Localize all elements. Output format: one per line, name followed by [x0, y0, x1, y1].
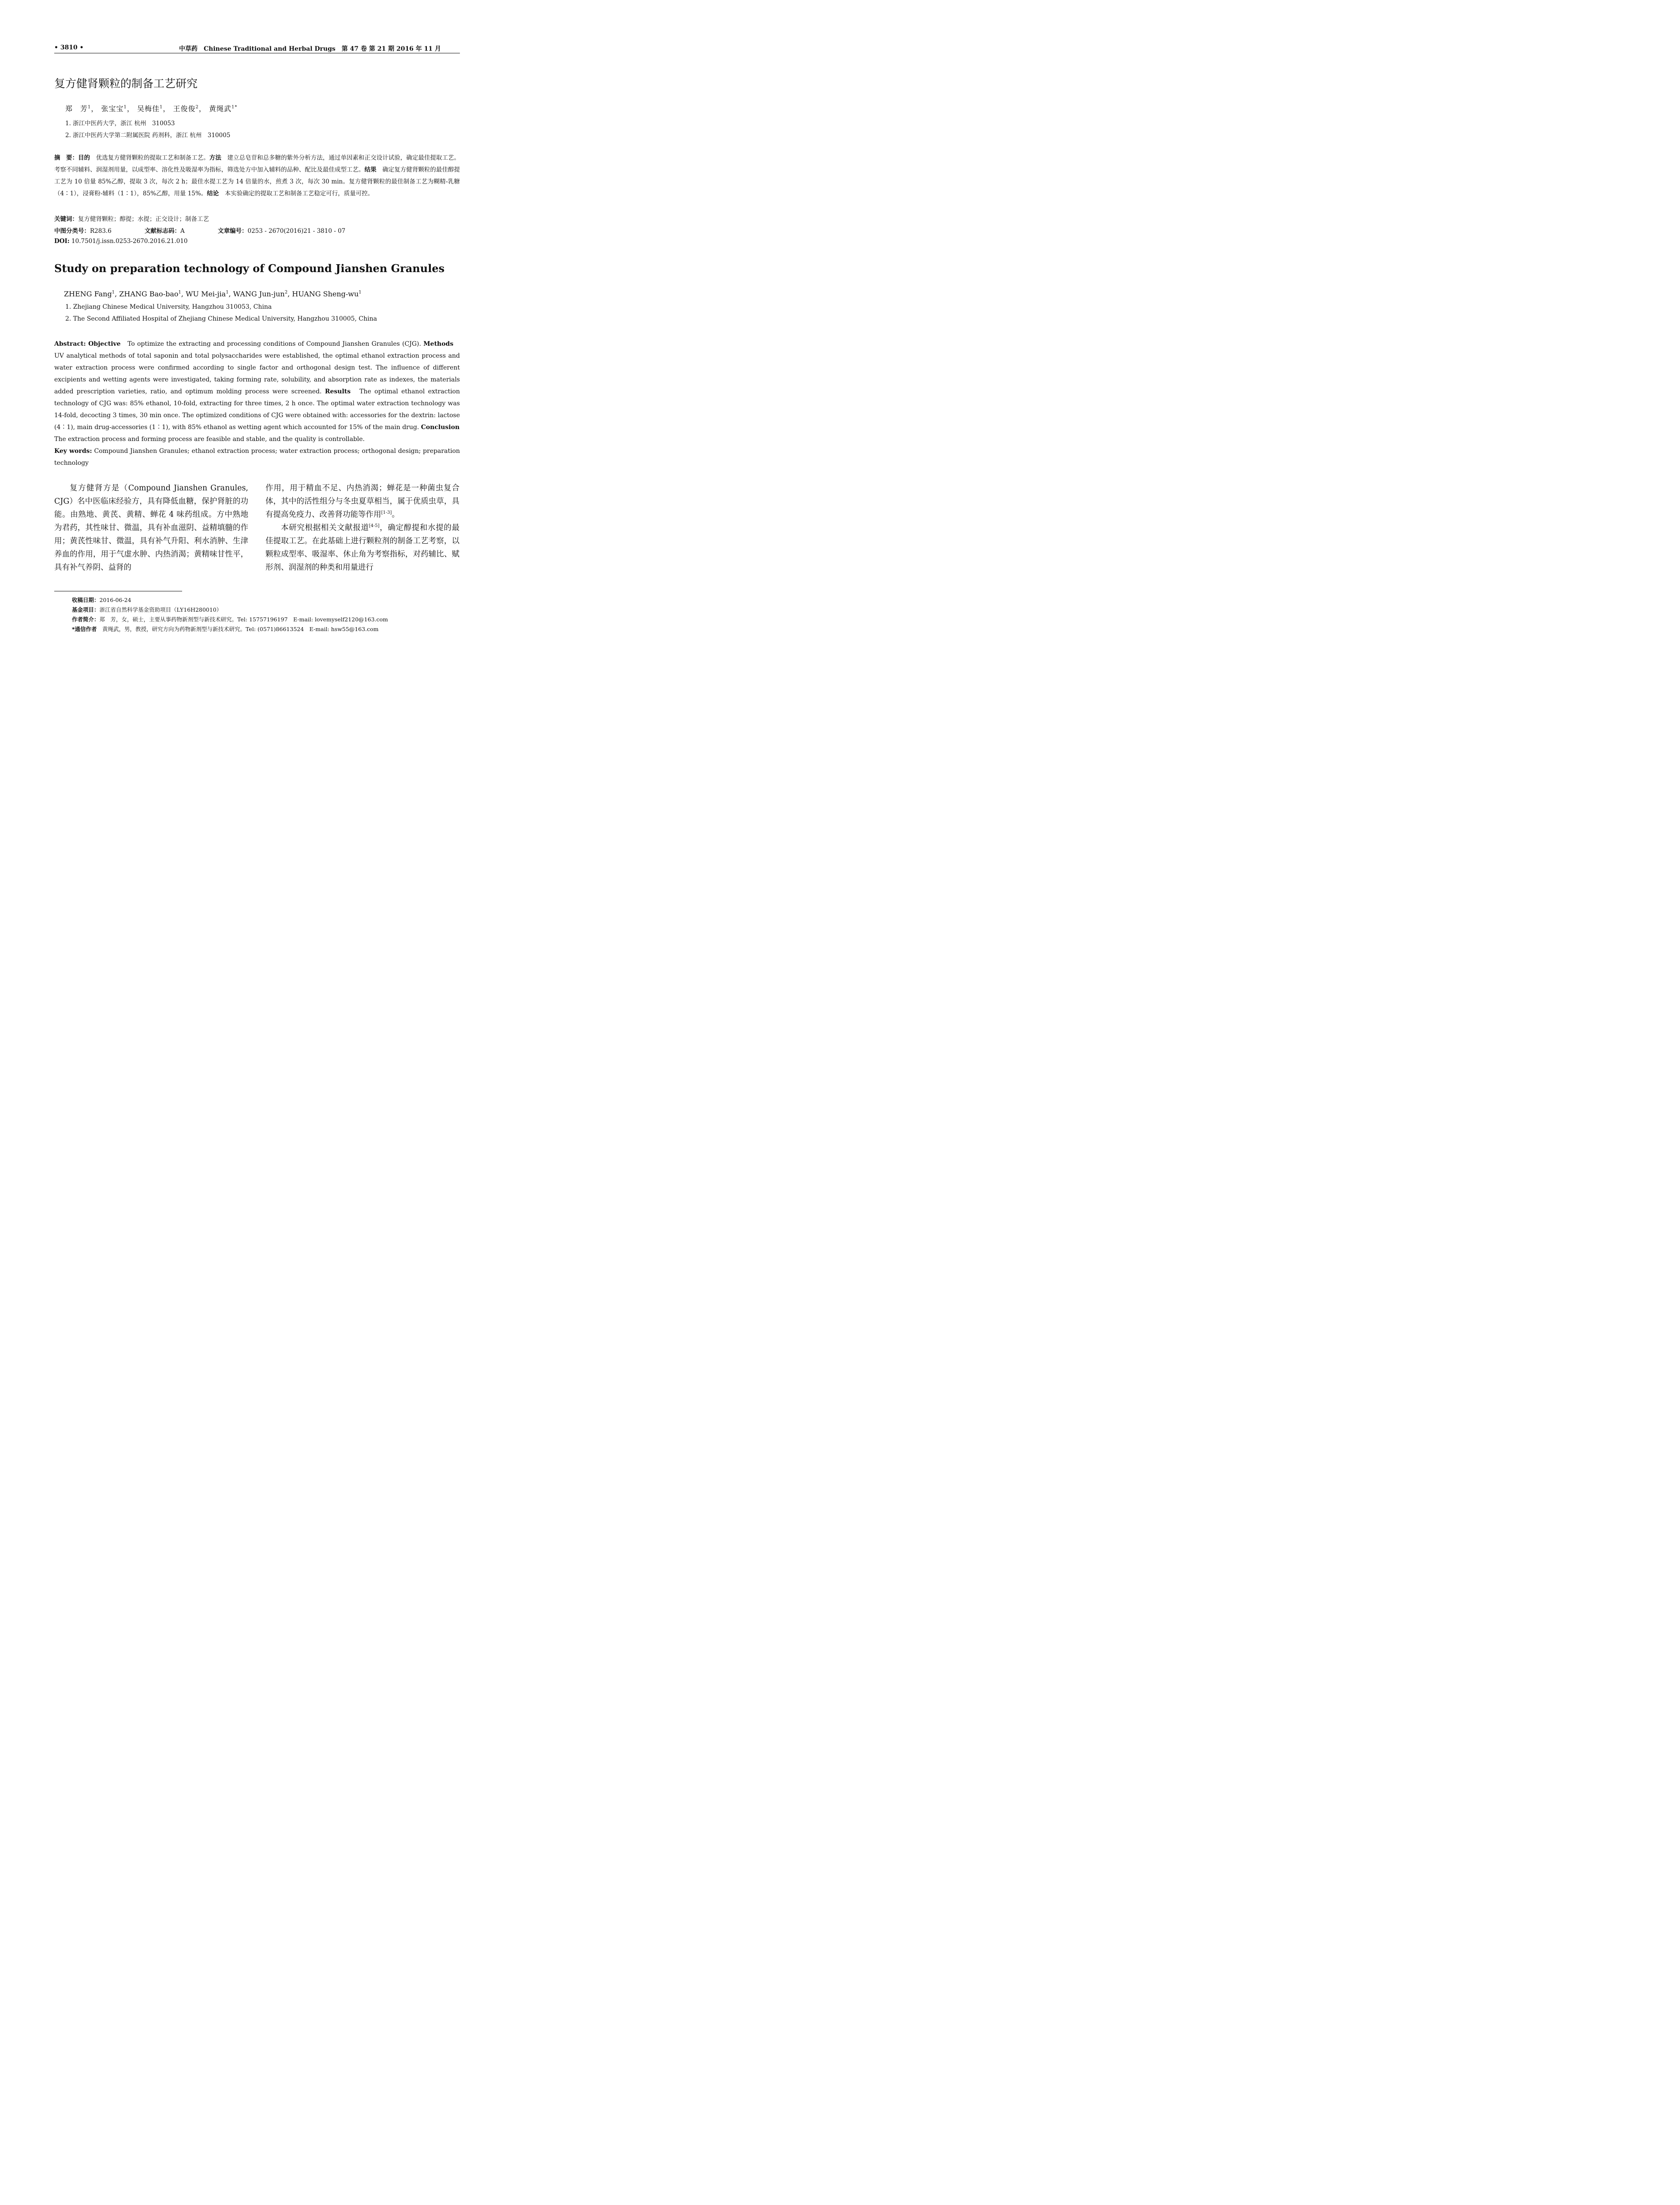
methods-text: UV analytical methods of total saponin and total polysaccharides were established, the optimal ethanol extraction process and water extraction process were confirmed according to single factor and orthogonal design test. The influence of different excipients and wetting agents were investigated, taking forming rate, solubility, and absorption rate as indexes, the materials added prescription varieties, ratio, and optimum molding process were screened. [54, 340, 460, 395]
author-info-value: 郑 芳，女，硕士，主要从事药物新剂型与新技术研究。Tel: 15757196197 E-mail: lovemyself2120@163.com [99, 616, 388, 623]
paragraph-text: 。 [392, 510, 399, 519]
author-name: WANG Jun-jun [233, 290, 285, 298]
author-name: HUANG Sheng-wu [292, 290, 359, 298]
received-value: 2016-06-24 [99, 597, 131, 603]
body-left-column [54, 482, 248, 574]
keywords-text: 复方健肾颗粒；醇提；水提；正交设计；制备工艺 [78, 216, 209, 223]
english-affiliation-2: 2. The Second Affiliated Hospital of Zhejiang Chinese Medical University, Hangzhou 310005, China [65, 315, 377, 322]
citation-ref: [4-5] [369, 523, 380, 529]
objective-label: 目的 [78, 154, 90, 161]
author-name: 王俊俊 [173, 105, 196, 113]
footnote-fund [72, 605, 222, 613]
author-separator: ， [198, 105, 206, 113]
footnote-author [72, 615, 388, 623]
chinese-authors [65, 103, 237, 113]
citation-ref: [1-3] [381, 510, 392, 516]
author-name: 郑 芳 [65, 105, 88, 113]
author-separator: ， [163, 105, 171, 113]
english-affiliation-1: 1. Zhejiang Chinese Medical University, Hangzhou 310053, China [65, 303, 272, 310]
author-affiliation-mark: 1 [160, 105, 163, 110]
chinese-abstract [54, 152, 460, 200]
doi-label: DOI: [54, 238, 70, 245]
author-affiliation-mark: 2 [195, 105, 199, 110]
results-text: 确定复方健肾颗粒的最佳醇提工艺为 10 倍量 85%乙醇，提取 3 次，每次 2 h；最佳水提工艺为 14 倍量的水，煎煮 3 次，每次 30 min。复方健肾颗粒的最佳制备工艺为糊精-乳糖（4∶1），浸膏粉-辅料（1∶1），85%乙醇，用量 15%。 [54, 166, 460, 197]
article-no-value: 0253 - 2670(2016)21 - 3810 - 07 [247, 228, 346, 235]
conclusion-text: The extraction process and forming process are feasible and stable, and the quality is controllable. [54, 424, 466, 443]
author-name: 张宝宝 [101, 105, 124, 113]
document-code [145, 226, 185, 235]
abstract-label: 摘 要： [54, 154, 78, 161]
article-no-label: 文章编号： [218, 228, 248, 235]
author-affiliation-mark: 1 [226, 290, 229, 295]
conclusion-label: Conclusion [421, 424, 460, 431]
chinese-affiliation-2: 2. 浙江中医药大学第二附属医院 药剂科，浙江 杭州 310005 [65, 132, 231, 139]
body-paragraph [265, 482, 459, 521]
author-affiliation-mark: 2 [284, 290, 288, 295]
chinese-affiliation-1: 1. 浙江中医药大学，浙江 杭州 310053 [65, 120, 175, 127]
keywords-text: Compound Jianshen Granules; ethanol extraction process; water extraction process; orthogonal design; preparation technology [54, 448, 460, 467]
english-abstract [54, 338, 466, 469]
author-affiliation-mark: 1 [178, 290, 181, 295]
author-info-label: 作者简介： [72, 616, 100, 623]
author-separator: ， [91, 105, 99, 113]
running-header [54, 43, 460, 53]
article-number [218, 226, 345, 235]
corresponding-value: 黄绳武，男，教授，研究方向为药物新剂型与新技术研究。Tel: (0571)86613524 E-mail: hsw55@163.com [97, 626, 379, 632]
journal-info: 中草药 Chinese Traditional and Herbal Drugs 第 47 卷 第 21 期 2016 年 11 月 [179, 45, 441, 52]
objective-text: 优选复方健肾颗粒的提取工艺和制备工艺。 [90, 154, 209, 161]
objective-text: To optimize the extracting and processing conditions of Compound Jianshen Granules (CJG). [120, 340, 424, 348]
doi-line [54, 238, 188, 245]
paragraph-text: 本研究根据相关文献报道 [281, 523, 369, 532]
results-label: Results [325, 388, 351, 395]
clc-label: 中图分类号： [54, 228, 90, 235]
author-separator: , [181, 290, 186, 298]
classification-line [54, 226, 112, 235]
author-name: 黄绳武 [209, 105, 232, 113]
page-number: • 3810 • [54, 44, 84, 51]
author-separator: , [287, 290, 292, 298]
keywords-label: 关键词： [54, 216, 78, 223]
body-paragraph: 复方健肾方是（Compound Jianshen Granules, CJG）名中医临床经验方，具有降低血糖，保护肾脏的功能。由熟地、黄芪、黄精、蝉花 4 味药组成。方中熟地为君药，其性味甘、微温，具有补血滋阴、益精填髓的作用；黄芪性味甘、微温，具有补气升阳、利水消肿、生津养血的作用，用于气虚水肿、内热消渴；黄精味甘性平，具有补气养阴、益肾的 [54, 484, 248, 572]
methods-label: Methods [423, 340, 454, 348]
conclusion-text: 本实验确定的提取工艺和制备工艺稳定可行，质量可控。 [219, 190, 374, 197]
results-label: 结果 [364, 166, 377, 173]
author-name: ZHENG Fang [64, 290, 112, 298]
body-paragraph [265, 521, 459, 574]
keywords-label: Key words: [54, 448, 92, 455]
chinese-keywords [54, 214, 209, 223]
author-separator: , [115, 290, 119, 298]
body-right-column [265, 482, 459, 574]
doi-value: 10.7501/j.issn.0253-2670.2016.21.010 [69, 238, 188, 245]
author-separator: , [228, 290, 233, 298]
author-name: WU Mei-jia [186, 290, 226, 298]
author-affiliation-mark: 1 [358, 290, 362, 295]
fund-value: 浙江省自然科学基金资助项目（LY16H280010） [99, 606, 222, 613]
author-name: ZHANG Bao-bao [119, 290, 179, 298]
chinese-title: 复方健肾颗粒的制备工艺研究 [54, 77, 198, 90]
clc-value: R283.6 [90, 228, 112, 235]
corresponding-label: *通信作者 [72, 626, 97, 632]
footnote-received [72, 596, 131, 604]
author-affiliation-mark: 1 [112, 290, 115, 295]
conclusion-label: 结论 [207, 190, 219, 197]
author-name: 吴梅佳 [137, 105, 160, 113]
results-text: The optimal ethanol extraction technology of CJG was: 85% ethanol, 10-fold, extracting for three times, 2 h once. The optimal water extraction technology was 14-fold, decocting 3 times, 30 min once. The optimized conditions of CJG were obtained with: accessories for the dextrin: lactose (4∶1), main drug-accessories (1∶1), with 85% ethanol as wetting agent which accounted for 15% of the main drug. [54, 388, 460, 431]
paragraph-text: 作用，用于精血不足、内热消渴；蝉花是一种菌虫复合体，其中的活性组分与冬虫夏草相当，属于优质虫草，具有提高免疫力、改善肾功能等作用 [265, 484, 459, 519]
author-affiliation-mark: 1 [88, 105, 91, 110]
methods-label: 方法 [209, 154, 221, 161]
author-affiliation-mark: 1 [123, 105, 127, 110]
footnote-corresponding [72, 625, 379, 633]
doc-code-value: A [180, 228, 185, 235]
english-authors [64, 290, 362, 298]
author-separator: ， [127, 105, 134, 113]
fund-label: 基金项目： [72, 606, 100, 613]
english-title: Study on preparation technology of Compound Jianshen Granules [54, 262, 445, 275]
author-affiliation-mark: 1* [231, 105, 238, 110]
abstract-label: Abstract: Objective [54, 340, 121, 348]
doc-code-label: 文献标志码： [145, 228, 180, 235]
paragraph-text: ，确定醇提和水提的最佳提取工艺。在此基础上进行颗粒剂的制备工艺考察，以颗粒成型率、吸湿率、休止角为考察指标，对药辅比、赋形剂、润湿剂的种类和用量进行 [265, 523, 460, 572]
received-label: 收稿日期： [72, 597, 100, 603]
methods-text: 建立总皂苷和总多糖的紫外分析方法，通过单因素和正交设计试验，确定最佳提取工艺。考察不同辅料、润湿剂用量，以成型率、溶化性及吸湿率为指标，筛选处方中加入辅料的品种、配比及最佳成型工艺。 [54, 154, 460, 173]
